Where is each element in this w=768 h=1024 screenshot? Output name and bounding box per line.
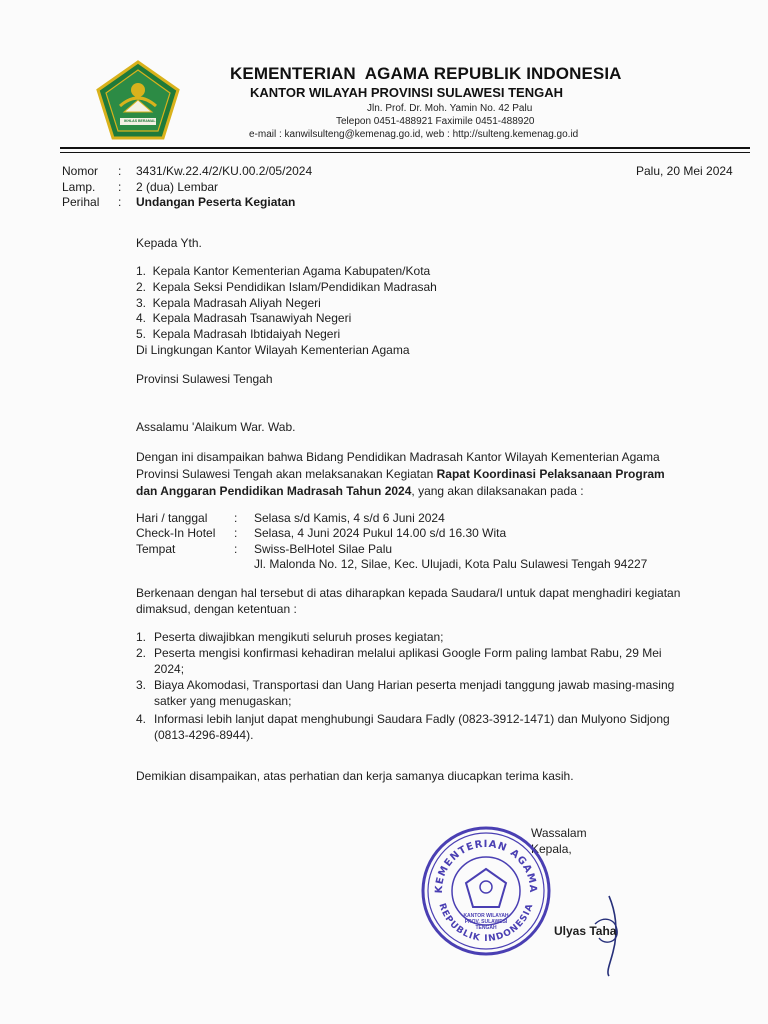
recipient-item: 4. Kepala Madrasah Tsanawiyah Negeri: [136, 311, 352, 325]
intro-line-2-text: Provinsi Sulawesi Tengah akan melaksanakan Kegiatan: [136, 467, 437, 481]
recipient-province: Provinsi Sulawesi Tengah: [136, 372, 273, 386]
logo-motto: IKHLAS BERAMAL: [124, 119, 156, 123]
lamp-label: Lamp.: [62, 180, 96, 194]
intro-line-3-text: , yang akan dilaksanakan pada :: [411, 484, 584, 498]
header-rule-thin: [60, 152, 750, 153]
recipient-item: 2. Kepala Seksi Pendidikan Islam/Pendidikan Madrasah: [136, 280, 437, 294]
event-name-part-1: Rapat Koordinasi Pelaksanaan Program: [436, 467, 665, 481]
ministry-name: KEMENTERIAN AGAMA REPUBLIK INDONESIA: [230, 64, 622, 83]
term-number: 3.: [136, 678, 147, 692]
intro-line-3: [136, 484, 584, 498]
perihal-sep: :: [118, 195, 122, 209]
term-number: 4.: [136, 712, 147, 726]
request-line-1: Berkenaan dengan hal tersebut di atas diharapkan kepada Saudara/I untuk dapat menghadiri kegiatan: [136, 586, 681, 600]
intro-line-1: Dengan ini disampaikan bahwa Bidang Pendidikan Madrasah Kantor Wilayah Kementerian Agama: [136, 450, 660, 464]
nomor-label: Nomor: [62, 164, 99, 178]
schedule-checkin-label: Check-In Hotel: [136, 526, 216, 540]
schedule-place-address: Jl. Malonda No. 12, Silae, Kec. Ulujadi, Kota Palu Sulawesi Tengah 94227: [254, 557, 648, 571]
perihal-label: Perihal: [62, 195, 100, 209]
term-number: 2.: [136, 646, 147, 660]
term-text-cont: satker yang menugaskan;: [154, 694, 292, 708]
office-name: KANTOR WILAYAH PROVINSI SULAWESI TENGAH: [250, 85, 563, 100]
lamp-value: 2 (dua) Lembar: [136, 180, 219, 194]
recipient-item: 5. Kepala Madrasah Ibtidaiyah Negeri: [136, 327, 341, 341]
nomor-value: 3431/Kw.22.4/2/KU.00.2/05/2024: [136, 164, 313, 178]
office-contact: e-mail : kanwilsulteng@kemenag.go.id, web : http://sulteng.kemenag.go.id: [249, 129, 579, 140]
request-line-2: dimaksud, dengan ketentuan :: [136, 602, 297, 616]
letter-date: Palu, 20 Mei 2024: [636, 164, 733, 178]
perihal-value: Undangan Peserta Kegiatan: [136, 195, 296, 209]
salutation: Assalamu 'Alaikum War. Wab.: [136, 420, 296, 434]
schedule-checkin-sep: :: [234, 526, 238, 540]
lamp-sep: :: [118, 180, 122, 194]
schedule-place-label: Tempat: [136, 542, 176, 556]
office-address: Jln. Prof. Dr. Moh. Yamin No. 42 Palu: [367, 103, 533, 114]
header-rule-thick: [60, 147, 750, 149]
recipient-greeting: Kepada Yth.: [136, 236, 202, 250]
term-text: Biaya Akomodasi, Transportasi dan Uang Harian peserta menjadi tanggung jawab masing-masing: [154, 678, 675, 692]
signatory-name: Ulyas Taha: [554, 924, 617, 938]
stamp-top-text: KEMENTERIAN AGAMA: [433, 838, 539, 894]
recipient-item: 1. Kepala Kantor Kementerian Agama Kabupaten/Kota: [136, 264, 431, 278]
term-text-cont: 2024;: [154, 662, 185, 676]
term-text: Informasi lebih lanjut dapat menghubungi Saudara Fadly (0823-3912-1471) dan Mulyono Sidjong: [154, 712, 670, 726]
intro-line-2: [136, 467, 665, 481]
schedule-day-label: Hari / tanggal: [136, 511, 208, 525]
event-name-part-2: dan Anggaran Pendidikan Madrasah Tahun 2024: [136, 484, 412, 498]
term-text: Peserta mengisi konfirmasi kehadiran melalui aplikasi Google Form paling lambat Rabu, 29 Mei: [154, 646, 662, 660]
recipient-scope: Di Lingkungan Kantor Wilayah Kementerian Agama: [136, 343, 410, 357]
stamp-bottom-text: REPUBLIK INDONESIA: [436, 902, 536, 945]
signature-title: Kepala,: [531, 842, 572, 856]
schedule-place-value: Swiss-BelHotel Silae Palu: [254, 542, 393, 556]
signature-wassalam: Wassalam: [531, 826, 587, 840]
schedule-day-value: Selasa s/d Kamis, 4 s/d 6 Juni 2024: [254, 511, 445, 525]
schedule-checkin-value: Selasa, 4 Juni 2024 Pukul 14.00 s/d 16.30 Wita: [254, 526, 507, 540]
recipient-item: 3. Kepala Madrasah Aliyah Negeri: [136, 296, 321, 310]
ministry-logo: [96, 60, 180, 140]
official-stamp: [420, 825, 552, 957]
term-text: Peserta diwajibkan mengikuti seluruh proses kegiatan;: [154, 630, 444, 644]
closing-text: Demikian disampaikan, atas perhatian dan kerja samanya diucapkan terima kasih.: [136, 769, 574, 783]
schedule-place-sep: :: [234, 542, 238, 556]
nomor-sep: :: [118, 164, 122, 178]
term-text-cont: (0813-4296-8944).: [154, 728, 254, 742]
stamp-inner-text: KANTOR WILAYAH PROV. SULAWESI TENGAH: [463, 913, 509, 931]
schedule-day-sep: :: [234, 511, 238, 525]
office-phone: Telepon 0451-488921 Faximile 0451-488920: [336, 116, 535, 127]
svg-text:KEMENTERIAN AGAMA: [434, 839, 538, 894]
term-number: 1.: [136, 630, 147, 644]
